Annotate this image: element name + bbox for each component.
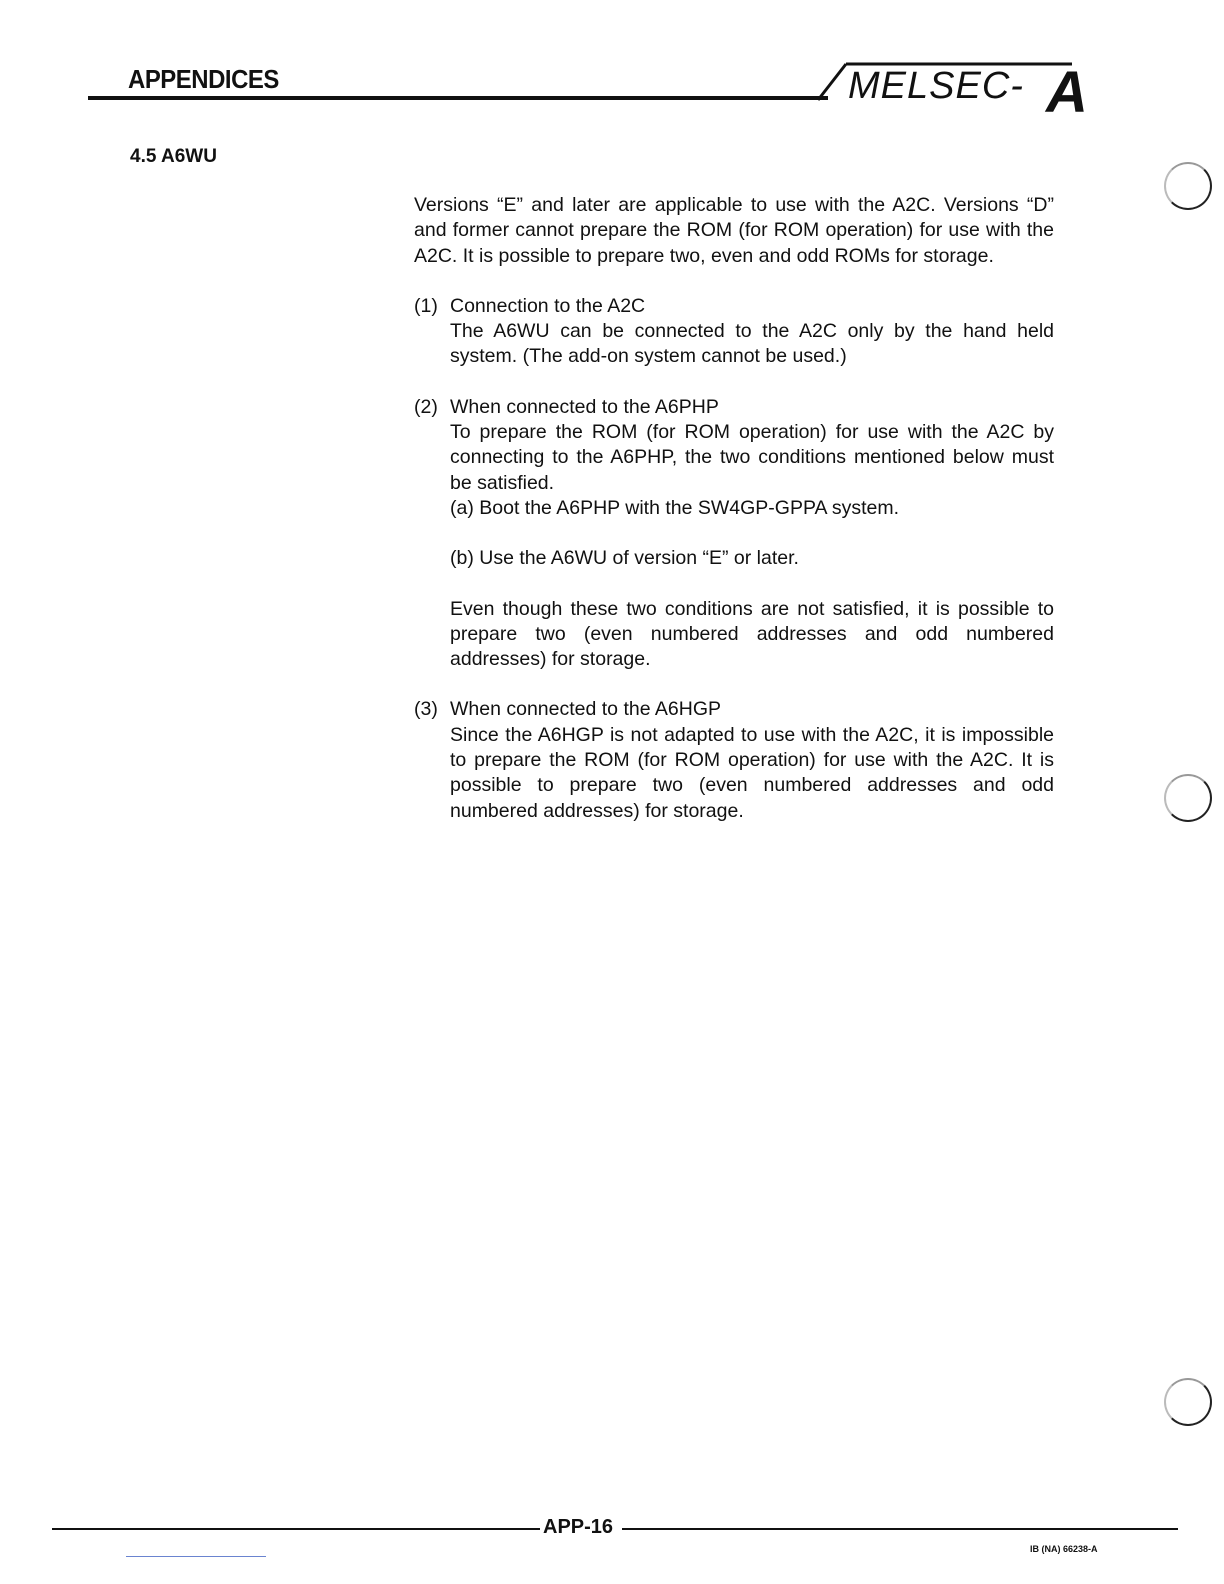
- item-text: To prepare the ROM (for ROM operation) for use with the A2C by connecting to the A6PHP, the two conditions mentioned below must be satisfied.: [450, 421, 1054, 494]
- footer-rule-left: [52, 1528, 540, 1530]
- melsec-logo: [810, 58, 1100, 118]
- item-note: Even though these two conditions are not satisfied, it is possible to prepare two (even numbered addresses and odd numbered addresses) for storage.: [450, 597, 1054, 671]
- item-heading: Connection to the A2C: [450, 294, 646, 317]
- binder-hole-bottom: [1164, 1378, 1212, 1426]
- binder-hole-top: [1164, 162, 1212, 210]
- logo-slash: [818, 64, 846, 100]
- footer-rule-right: [622, 1528, 1178, 1530]
- item-heading: When connected to the A6PHP: [450, 395, 719, 418]
- body-content: [414, 193, 1054, 849]
- item-number: (1): [414, 294, 438, 317]
- item-1: [414, 294, 1054, 370]
- item-3: [414, 697, 1054, 823]
- scan-artifact-line: [126, 1556, 266, 1557]
- subitem-a: (a) Boot the A6PHP with the SW4GP-GPPA system.: [450, 496, 900, 519]
- item-text: The A6WU can be connected to the A2C only by the hand held system. (The add-on system cannot be used.): [450, 320, 1054, 368]
- item-number: (2): [414, 395, 438, 418]
- intro-paragraph: Versions “E” and later are applicable to use with the A2C. Versions “D” and former cannot prepare the ROM (for ROM operation) for use with the A2C. It is possible to prepare two, even and odd ROMs for storage.: [414, 194, 1054, 267]
- document-code: IB (NA) 66238-A: [1030, 1544, 1098, 1554]
- binder-hole-middle: [1164, 774, 1212, 822]
- header-rule: [88, 96, 828, 100]
- item-text: Since the A6HGP is not adapted to use with the A2C, it is impossible to prepare the ROM (for ROM operation) for use with the A2C. It is possible to prepare two (even numbered addresses and odd numbered addresses) for storage.: [450, 723, 1054, 822]
- subitem-b: (b) Use the A6WU of version “E” or later.: [450, 547, 799, 570]
- logo-text: MELSEC-: [848, 65, 1024, 107]
- section-title: 4.5 A6WU: [130, 146, 217, 167]
- page-number: APP-16: [543, 1516, 614, 1538]
- item-number: (3): [414, 698, 438, 721]
- logo-letter: A: [1046, 60, 1088, 118]
- header-title: APPENDICES: [128, 64, 279, 94]
- item-2: [414, 395, 1054, 673]
- item-heading: When connected to the A6HGP: [450, 698, 722, 721]
